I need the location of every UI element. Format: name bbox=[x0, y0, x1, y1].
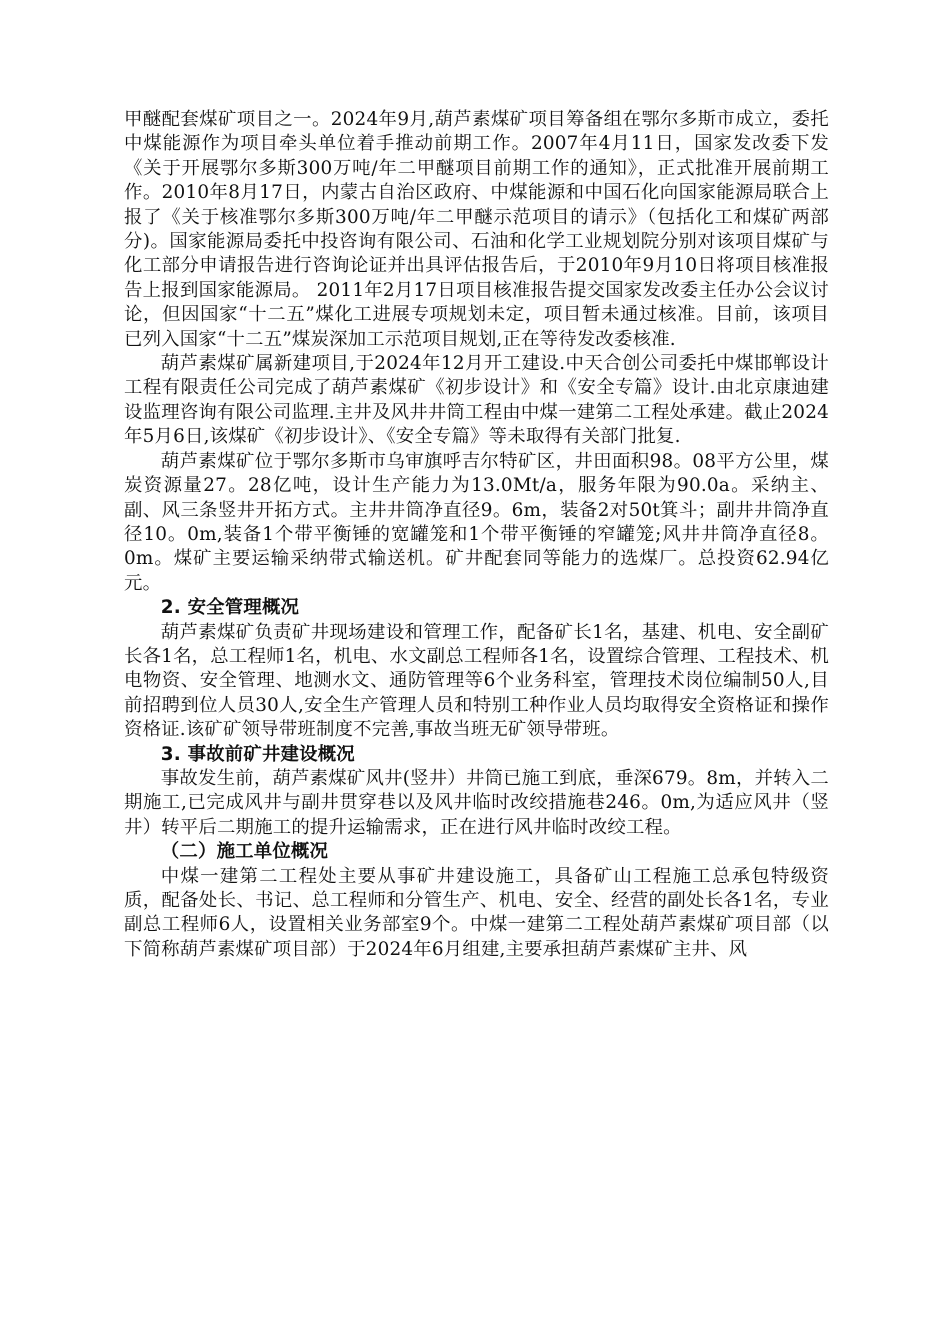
paragraph-pre-accident-construction: 事故发生前，葫芦素煤矿风井(竖井）井筒已施工到底，垂深679。8m，并转入二期施工,已完成风井与副井贯穿巷以及风井临时改绞措施巷246。0m,为适应风井（竖井）转平后二期施工的提升运输需求，正在进行风井临时改绞工程。 bbox=[124, 767, 829, 838]
paragraph-mine-location: 葫芦素煤矿位于鄂尔多斯市乌审旗呼吉尔特矿区，井田面积98。08平方公里，煤炭资源量27。28亿吨，设计生产能力为13.0Mt/a，服务年限为90.0a。采纳主、副、风三条竖井开拓方式。主井井筒净直径9。6m，装备2对50t箕斗；副井井筒净直径10。0m,装备1个带平衡锤的宽罐笼和1个带平衡锤的窄罐笼;风井井筒净直径8。0m。煤矿主要运输采纳带式输送机。矿井配套同等能力的选煤厂。总投资62.94亿元。 bbox=[124, 450, 829, 594]
paragraph-construction-start: 葫芦素煤矿属新建项目,于2024年12月开工建设.中天合创公司委托中煤邯郸设计工程有限责任公司完成了葫芦素煤矿《初步设计》和《安全专篇》设计.由北京康迪建设监理咨询有限公司监理.主井及风井井筒工程由中煤一建第二工程处承建。截止2024年5月6日,该煤矿《初步设计》、《安全专篇》等未取得有关部门批复. bbox=[124, 353, 829, 448]
paragraph-contractor-overview: 中煤一建第二工程处主要从事矿井建设施工，具备矿山工程施工总承包特级资质，配备处长、书记、总工程师和分管生产、机电、安全、经营的副处长各1名，专业副总工程师6人，设置相关业务部室9个。中煤一建第二工程处葫芦素煤矿项目部（以下简称葫芦素煤矿项目部）于2024年6月组建,主要承担葫芦素煤矿主井、风 bbox=[124, 865, 829, 960]
paragraph-safety-management: 葫芦素煤矿负责矿井现场建设和管理工作，配备矿长1名，基建、机电、安全副矿长各1名，总工程师1名，机电、水文副总工程师各1名，设置综合管理、工程技术、机电物资、安全管理、地测水文、通防管理等6个业务科室，管理技术岗位编制50人,目前招聘到位人员30人,安全生产管理人员和特别工种作业人员均取得安全资格证和操作资格证.该矿矿领导带班制度不完善,事故当班无矿领导带班。 bbox=[124, 621, 829, 741]
document-page bbox=[124, 108, 829, 962]
paragraph-project-background: 甲醚配套煤矿项目之一。2024年9月,葫芦素煤矿项目筹备组在鄂尔多斯市成立，委托中煤能源作为项目牵头单位着手推动前期工作。2007年4月11日，国家发改委下发《关于开展鄂尔多斯300万吨/年二甲醚项目前期工作的通知》，正式批准开展前期工作。2010年8月17日，内蒙古自治区政府、中煤能源和中国石化向国家能源局联合上报了《关于核准鄂尔多斯300万吨/年二甲醚示范项目的请示》（包括化工和煤矿两部分)。国家能源局委托中投咨询有限公司、石油和化学工业规划院分别对该项目煤矿与化工部分申请报告进行咨询论证并出具评估报告后，于2010年9月10日将项目核准报告上报到国家能源局。 2011年2月17日项目核准报告提交国家发改委主任办公会议讨论，但因国家“十二五”煤化工进展专项规划未定，项目暂未通过核准。目前，该项目已列入国家“十二五”煤炭深加工示范项目规划,正在等待发改委核准. bbox=[124, 109, 829, 350]
section-heading-pre-accident-construction: 3. 事故前矿井建设概况 bbox=[160, 743, 355, 765]
section-heading-safety-management: 2. 安全管理概况 bbox=[160, 597, 300, 619]
section-heading-contractor-overview: （二）施工单位概况 bbox=[160, 841, 329, 863]
